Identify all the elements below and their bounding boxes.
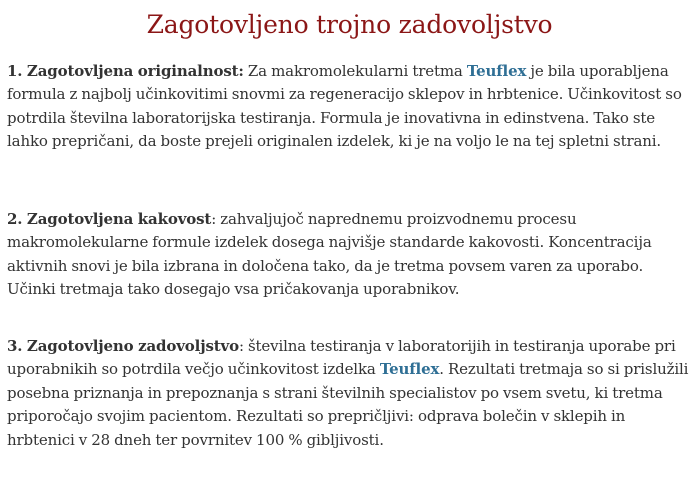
- paragraph-quality: [7, 208, 692, 302]
- section-label-originality: 1. Zagotovljena originalnost:: [7, 62, 244, 80]
- section-text-satisfaction-before: : številna testiranja v laboratorijih in testiranja uporabe pri uporabnikih so potrdila večjo učinkovitost izdelka: [7, 337, 676, 379]
- section-label-quality: 2. Zagotovljena kakovost: [7, 210, 212, 228]
- section-text-quality: : zahvaljujoč naprednemu proizvodnemu procesu makromolekularne formule izdelek dosega najvišje standarde kakovosti. Koncentracija aktivnih snovi je bila izbrana in določena tako, da je tretma povsem varen za uporabo. Učinki tretmaja tako dosegajo vsa pričakovanja uporabnikov.: [7, 210, 652, 299]
- section-label-satisfaction: 3. Zagotovljeno zadovoljstvo: [7, 337, 239, 355]
- brand-link-teuflex[interactable]: Teuflex: [379, 360, 440, 379]
- section-text-originality-before: Za makromolekularni tretma: [243, 62, 467, 80]
- brand-link-teuflex[interactable]: Teuflex: [466, 62, 527, 80]
- section-text-satisfaction-after: . Rezultati tretmaja so si prislužili posebna priznanja in prepoznanja s strani številnih specialistov po vsem svetu, ki tretma priporočajo svojim pacientom. Rezultati so prepričljivi: odprava bolečin v sklepih in hrbtenici v 28 dneh ter povrnitev 100 % gibljivosti.: [7, 360, 689, 449]
- paragraph-originality: [7, 60, 692, 154]
- section-text-originality-after: je bila uporabljena formula z najbolj učinkovitimi snovmi za regeneracijo sklepov in hrbtenice. Učinkovitost so potrdila številna laboratorijska testiranja. Formula je inovativna in edinstvena. Tako ste lahko prepričani, da boste prejeli originalen izdelek, ki je na voljo le na tej spletni strani.: [7, 62, 682, 151]
- page-title: Zagotovljeno trojno zadovoljstvo: [146, 10, 553, 39]
- paragraph-satisfaction: [7, 335, 692, 452]
